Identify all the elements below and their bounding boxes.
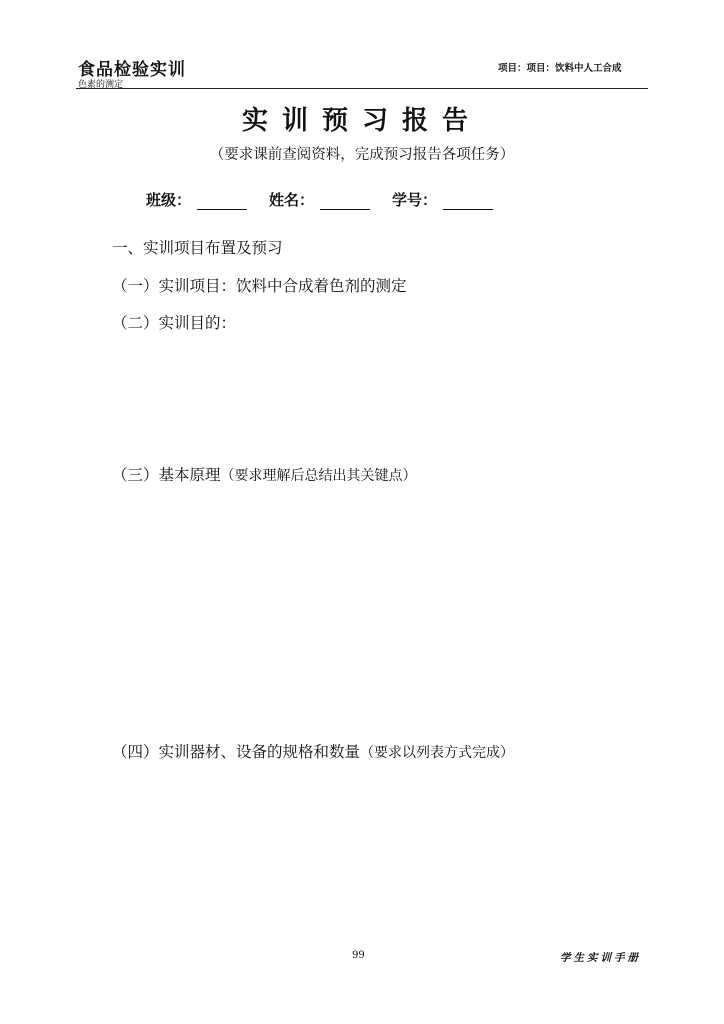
student-id-blank — [443, 194, 493, 210]
section-item-project: （一）实训项目：饮料中合成着色剂的测定 — [112, 277, 407, 295]
section-heading-part1: 一、实训项目布置及预习 — [112, 239, 283, 257]
project-label: 项目：项目：饮料中人工合成 — [498, 63, 622, 74]
page-title: 实训预习报告 — [241, 106, 482, 136]
section-item-equipment — [112, 740, 514, 762]
class-blank — [197, 194, 247, 210]
equipment-heading: （四）实训器材、设备的规格和数量 — [112, 743, 361, 761]
page-subtitle: （要求课前查阅资料，完成预习报告各项任务） — [209, 147, 515, 163]
equipment-note: （要求以列表方式完成） — [360, 745, 515, 761]
manual-title: 学生实训手册 — [560, 952, 641, 964]
name-label: 姓名： — [269, 191, 315, 209]
header-divider — [76, 88, 648, 89]
name-blank — [320, 194, 370, 210]
section-item-principle — [112, 463, 417, 485]
principle-note: （要求理解后总结出其关键点） — [220, 468, 417, 484]
section-item-purpose: （二）实训目的： — [112, 314, 237, 332]
course-title: 食品检验实训 — [78, 60, 186, 80]
student-info-row — [146, 189, 493, 210]
principle-heading: （三）基本原理 — [112, 466, 221, 484]
student-id-label: 学号： — [392, 191, 438, 209]
topic-label: 色素的测定 — [78, 80, 124, 90]
class-label: 班级： — [146, 191, 192, 209]
page-number: 99 — [352, 950, 365, 961]
